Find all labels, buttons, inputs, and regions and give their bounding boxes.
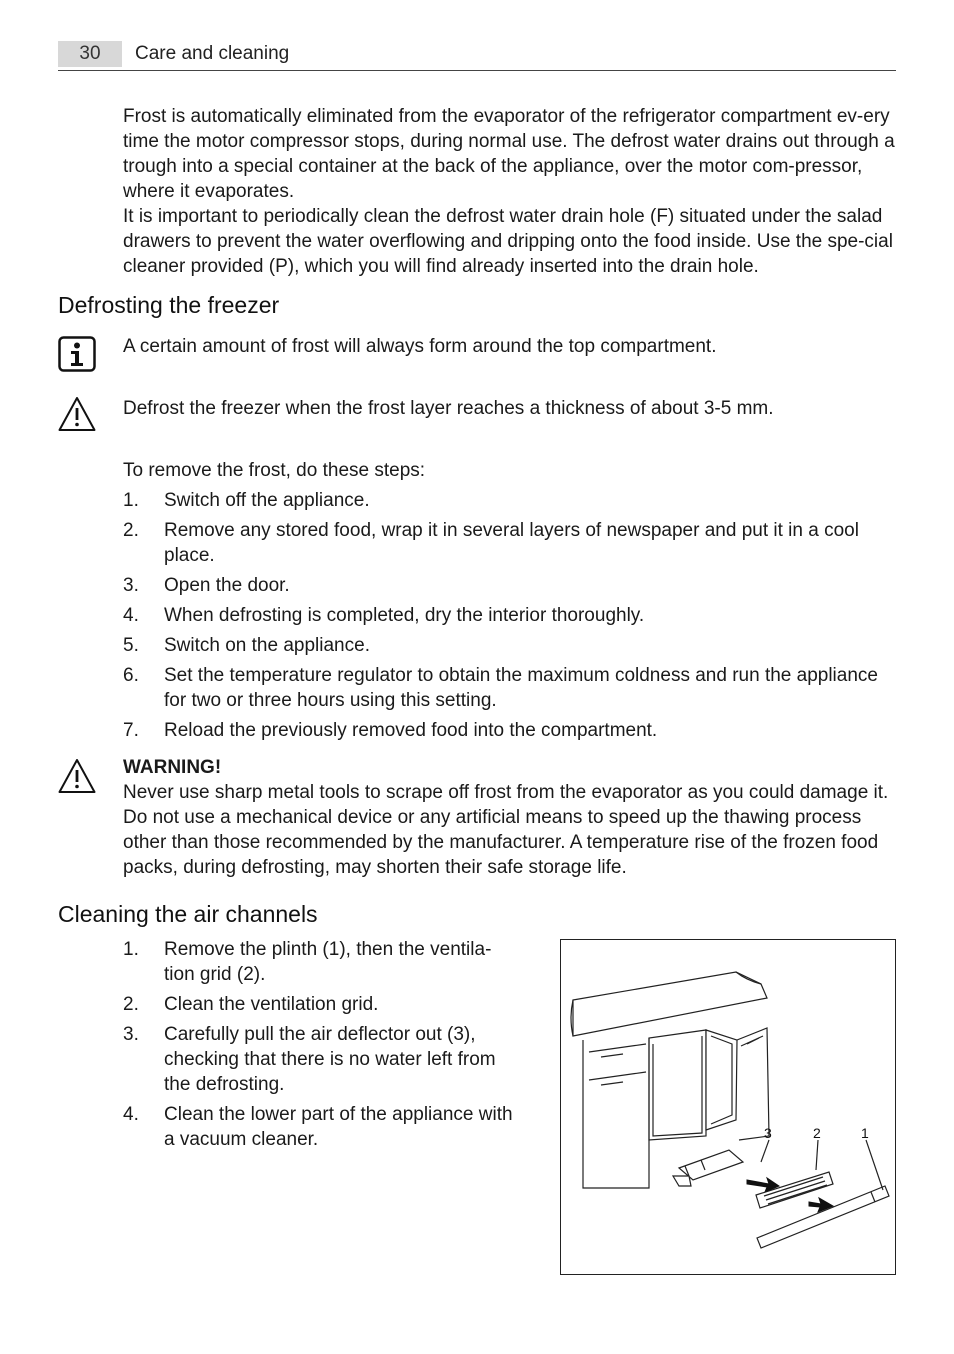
header-divider — [58, 70, 896, 71]
step-number: 1. — [123, 490, 139, 511]
step-text: Clean the ventilation grid. — [164, 994, 379, 1015]
section-title: Care and cleaning — [135, 43, 290, 64]
warning-title: WARNING! — [123, 757, 222, 778]
step-number: 7. — [123, 720, 139, 741]
intro-paragraph-1: Frost is automatically eliminated from the evaporator of the refrigerator compartment ev-ery time the motor compressor stops, during normal use. The defrost water drains out through a trough into a special container at the back of the appliance, over the motor com-pressor, where it evaporates. — [123, 106, 895, 202]
figure-label-3: 3 — [764, 1125, 772, 1141]
list-item — [123, 603, 896, 628]
step-number: 5. — [123, 635, 139, 656]
step-number: 1. — [123, 939, 139, 960]
step-number: 6. — [123, 665, 139, 686]
defrost-heading: Defrosting the freezer — [58, 292, 280, 318]
step-text: Clean the lower part of the appliance with a vacuum cleaner. — [164, 1104, 513, 1150]
page-number: 30 — [58, 41, 122, 67]
defrost-steps — [123, 488, 896, 748]
list-item — [123, 488, 896, 513]
step-text: Remove the plinth (1), then the ventila-tion grid (2). — [164, 939, 492, 985]
list-item — [123, 518, 896, 568]
air-channels-heading: Cleaning the air channels — [58, 901, 318, 927]
step-text: Carefully pull the air deflector out (3), checking that there is no water left from the defrosting. — [164, 1024, 496, 1095]
step-number: 2. — [123, 520, 139, 541]
list-item — [123, 718, 896, 743]
caution-note: Defrost the freezer when the frost layer reaches a thickness of about 3-5 mm. — [123, 398, 774, 419]
appliance-illustration — [560, 939, 896, 1275]
air-steps — [123, 937, 513, 1157]
warning-text: Never use sharp metal tools to scrape off frost from the evaporator as you could damage it. Do not use a mechanical device or any artificial means to speed up the thawing process other than those recommended by the manufacturer. A temperature rise of the frozen food packs, during defrosting, may shorten their safe storage life. — [123, 782, 889, 878]
step-text: Reload the previously removed food into the compartment. — [164, 720, 658, 741]
figure-label-1: 1 — [861, 1125, 869, 1141]
list-item — [123, 633, 896, 658]
step-number: 4. — [123, 1104, 139, 1125]
intro-paragraph-2: It is important to periodically clean the defrost water drain hole (F) situated under the salad drawers to prevent the water overflowing and dripping onto the food inside. Use the spe-cial cleaner provided (P), which you will find already inserted into the drain hole. — [123, 206, 893, 277]
list-item — [123, 1022, 513, 1097]
step-text: Remove any stored food, wrap it in several layers of newspaper and put it in a cool place. — [164, 520, 859, 566]
figure-label-2: 2 — [813, 1125, 821, 1141]
warning-triangle-icon — [58, 396, 96, 437]
step-number: 4. — [123, 605, 139, 626]
steps-intro: To remove the frost, do these steps: — [123, 460, 426, 481]
step-text: Set the temperature regulator to obtain the maximum coldness and run the appliance for two or three hours using this setting. — [164, 665, 878, 711]
info-icon — [58, 336, 96, 377]
list-item — [123, 937, 513, 987]
step-number: 3. — [123, 575, 139, 596]
step-text: When defrosting is completed, dry the interior thoroughly. — [164, 605, 645, 626]
warning-triangle-icon — [58, 758, 96, 799]
info-note: A certain amount of frost will always form around the top compartment. — [123, 336, 717, 357]
step-text: Switch on the appliance. — [164, 635, 370, 656]
step-number: 2. — [123, 994, 139, 1015]
step-text: Switch off the appliance. — [164, 490, 370, 511]
step-text: Open the door. — [164, 575, 290, 596]
intro-text — [123, 104, 896, 279]
warning-block — [123, 755, 896, 880]
list-item — [123, 1102, 513, 1152]
list-item — [123, 663, 896, 713]
appliance-drawing — [561, 940, 895, 1274]
list-item — [123, 573, 896, 598]
list-item — [123, 992, 513, 1017]
step-number: 3. — [123, 1024, 139, 1045]
